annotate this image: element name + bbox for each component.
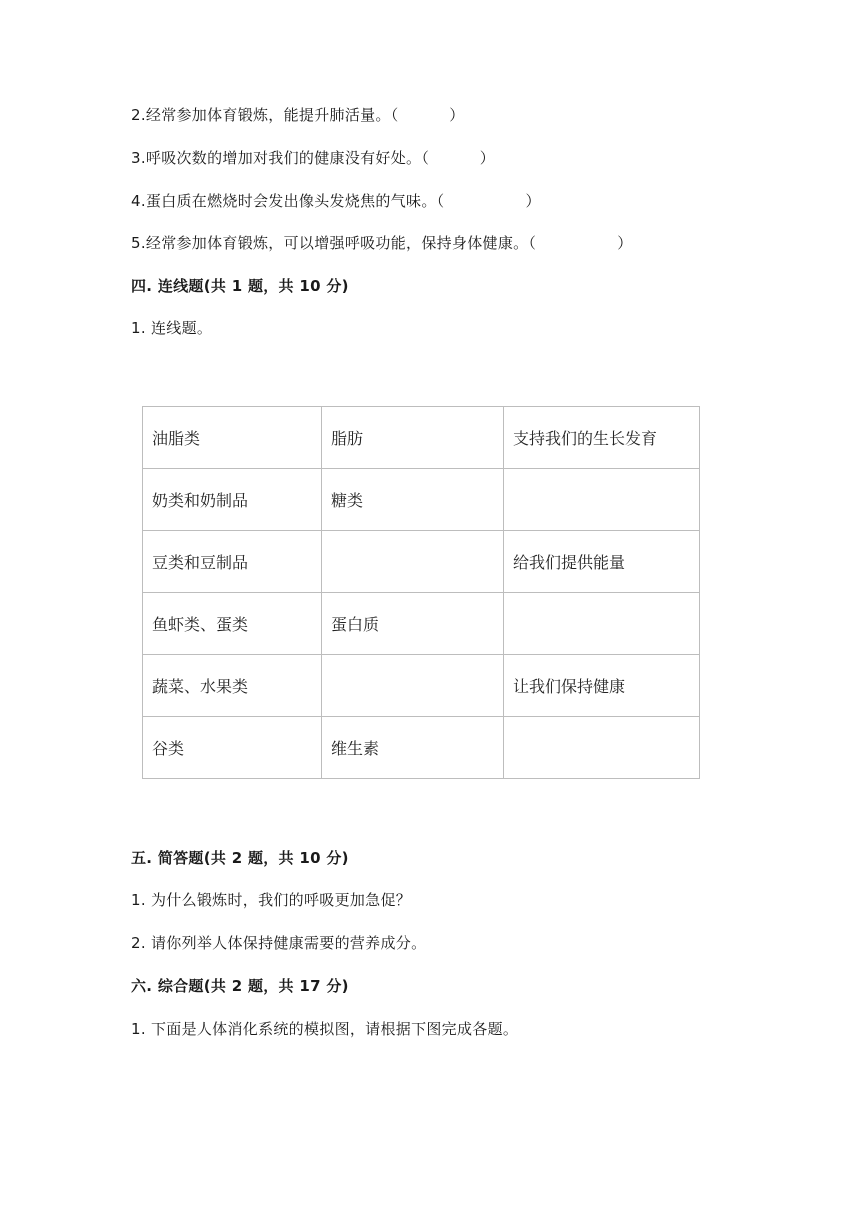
nutrient-cell [322, 531, 504, 593]
food-cell: 油脂类 [143, 407, 322, 469]
nutrient-cell: 维生素 [322, 717, 504, 779]
judgement-item-2: 2.经常参加体育锻炼，能提升肺活量。（ ） [131, 106, 465, 124]
section-5-question-2: 2. 请你列举人体保持健康需要的营养成分。 [131, 934, 427, 952]
nutrient-cell [322, 655, 504, 717]
food-cell: 蔬菜、水果类 [143, 655, 322, 717]
section-4-question-1: 1. 连线题。 [131, 319, 213, 337]
section-5-heading: 五. 简答题(共 2 题，共 10 分) [131, 849, 349, 867]
function-cell: 给我们提供能量 [504, 531, 700, 593]
table-row [143, 407, 700, 469]
function-cell [504, 717, 700, 779]
function-cell [504, 469, 700, 531]
judgement-item-5: 5.经常参加体育锻炼，可以增强呼吸功能，保持身体健康。（ ） [131, 234, 633, 252]
food-cell: 鱼虾类、蛋类 [143, 593, 322, 655]
section-6-question-1: 1. 下面是人体消化系统的模拟图，请根据下图完成各题。 [131, 1020, 519, 1038]
section-6-heading: 六. 综合题(共 2 题，共 17 分) [131, 977, 349, 995]
function-cell [504, 593, 700, 655]
food-cell: 豆类和豆制品 [143, 531, 322, 593]
judgement-item-4: 4.蛋白质在燃烧时会发出像头发烧焦的气味。（ ） [131, 192, 541, 210]
table-row [143, 717, 700, 779]
nutrient-cell: 糖类 [322, 469, 504, 531]
judgement-item-3: 3.呼吸次数的增加对我们的健康没有好处。（ ） [131, 149, 496, 167]
food-cell: 谷类 [143, 717, 322, 779]
table-row [143, 593, 700, 655]
table-row [143, 531, 700, 593]
matching-table [142, 406, 700, 779]
function-cell: 支持我们的生长发育 [504, 407, 700, 469]
nutrient-cell: 蛋白质 [322, 593, 504, 655]
section-5-question-1: 1. 为什么锻炼时，我们的呼吸更加急促？ [131, 891, 412, 909]
function-cell: 让我们保持健康 [504, 655, 700, 717]
table-row [143, 469, 700, 531]
section-4-heading: 四. 连线题(共 1 题，共 10 分) [131, 277, 349, 295]
nutrient-cell: 脂肪 [322, 407, 504, 469]
table-row [143, 655, 700, 717]
food-cell: 奶类和奶制品 [143, 469, 322, 531]
